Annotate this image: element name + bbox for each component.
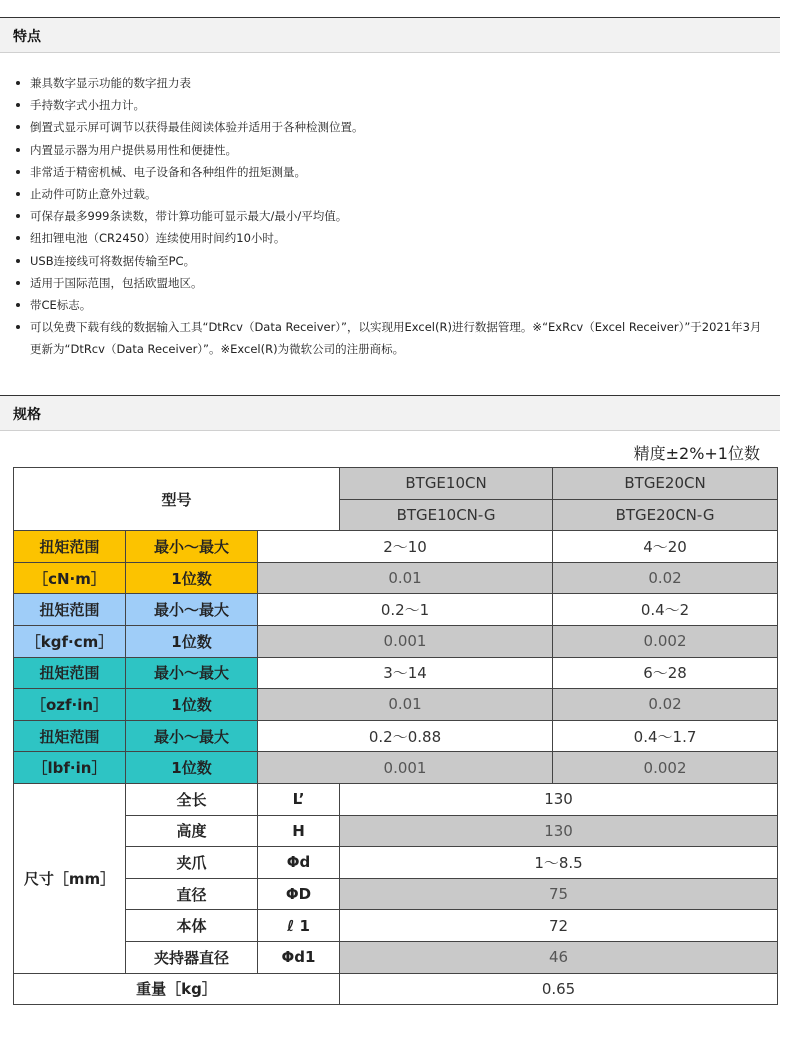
table-row [14,720,778,752]
feature-item: 可以免费下载有线的数据输入工具“DtRcv（Data Receiver）”，以实现用Excel(R)进行数据管理。※“ExRcv（Excel Receiver）”于2021年3月更新为“DtRcv（Data Receiver）”。※Excel(R)为微软公司的注册商标。 [14,316,772,360]
min-max-label: 最小～最大 [126,720,258,752]
table-row [14,468,778,500]
table-row [14,973,778,1005]
dimension-value: 1～8.5 [340,847,778,879]
dimension-name: 本体 [126,910,258,942]
table-row [14,847,778,879]
digit-value: 0.001 [258,752,553,784]
dimension-label: 尺寸［mm］ [14,783,126,973]
dimension-value: 75 [340,878,778,910]
features-section-header [0,17,780,53]
min-max-value: 0.2～0.88 [258,720,553,752]
dimension-value: 130 [340,815,778,847]
table-row [14,910,778,942]
table-row [14,594,778,626]
model-cell: BTGE10CN [340,468,553,500]
dimension-name: 夹爪 [126,847,258,879]
weight-value: 0.65 [340,973,778,1005]
feature-item: 倒置式显示屏可调节以获得最佳阅读体验并适用于各种检测位置。 [14,116,772,138]
min-max-label: 最小～最大 [126,594,258,626]
spec-title: 规格 [13,407,41,423]
feature-item: 兼具数字显示功能的数字扭力表 [14,72,772,94]
table-row [14,562,778,594]
digit-label: 1位数 [126,752,258,784]
dimension-name: 夹持器直径 [126,941,258,973]
spec-table [13,467,778,1005]
dimension-name: 全长 [126,783,258,815]
digit-label: 1位数 [126,562,258,594]
dimension-name: 直径 [126,878,258,910]
digit-value: 0.01 [258,689,553,721]
digit-value: 0.02 [553,562,778,594]
min-max-value: 0.4～2 [553,594,778,626]
torque-label: 扭矩范围 [14,594,126,626]
min-max-value: 2～10 [258,531,553,563]
dimension-symbol: L’ [258,783,340,815]
table-row [14,752,778,784]
weight-label: 重量［kg］ [14,973,340,1005]
dimension-symbol: Φd [258,847,340,879]
features-title: 特点 [13,29,41,45]
torque-unit: ［cN·m］ [14,562,126,594]
dimension-symbol: ΦD [258,878,340,910]
digit-value: 0.001 [258,625,553,657]
dimension-value: 130 [340,783,778,815]
table-row [14,783,778,815]
features-list [14,72,772,361]
feature-item: 内置显示器为用户提供易用性和便捷性。 [14,139,772,161]
model-label: 型号 [14,468,340,531]
torque-unit: ［ozf·in］ [14,689,126,721]
dimension-symbol: H [258,815,340,847]
dimension-value: 72 [340,910,778,942]
spec-section-header [0,395,780,431]
digit-label: 1位数 [126,625,258,657]
torque-label: 扭矩范围 [14,531,126,563]
feature-item: 非常适于精密机械、电子设备和各种组件的扭矩测量。 [14,161,772,183]
digit-value: 0.02 [553,689,778,721]
feature-item: USB连接线可将数据传输至PC。 [14,250,772,272]
torque-unit: ［lbf·in］ [14,752,126,784]
digit-value: 0.01 [258,562,553,594]
min-max-value: 0.4～1.7 [553,720,778,752]
dimension-value: 46 [340,941,778,973]
feature-item: 可保存最多999条读数，带计算功能可显示最大/最小/平均值。 [14,205,772,227]
table-row [14,689,778,721]
min-max-label: 最小～最大 [126,531,258,563]
min-max-value: 0.2～1 [258,594,553,626]
model-g-cell: BTGE10CN-G [340,499,553,531]
torque-unit: ［kgf·cm］ [14,625,126,657]
dimension-symbol: Φd1 [258,941,340,973]
min-max-value: 6～28 [553,657,778,689]
table-row [14,941,778,973]
feature-item: 手持数字式小扭力计。 [14,94,772,116]
digit-label: 1位数 [126,689,258,721]
model-cell: BTGE20CN [553,468,778,500]
digit-value: 0.002 [553,625,778,657]
table-row [14,815,778,847]
torque-label: 扭矩范围 [14,657,126,689]
min-max-value: 3～14 [258,657,553,689]
table-row [14,531,778,563]
accuracy-note: 精度±2%+1位数 [633,444,760,463]
feature-item: 纽扣锂电池（CR2450）连续使用时间约10小时。 [14,227,772,249]
table-row [14,878,778,910]
min-max-value: 4～20 [553,531,778,563]
model-g-cell: BTGE20CN-G [553,499,778,531]
table-row [14,657,778,689]
feature-item: 适用于国际范围，包括欧盟地区。 [14,272,772,294]
feature-item: 止动件可防止意外过载。 [14,183,772,205]
dimension-name: 高度 [126,815,258,847]
table-row [14,625,778,657]
min-max-label: 最小～最大 [126,657,258,689]
digit-value: 0.002 [553,752,778,784]
torque-label: 扭矩范围 [14,720,126,752]
dimension-symbol: ℓ 1 [258,910,340,942]
feature-item: 带CE标志。 [14,294,772,316]
